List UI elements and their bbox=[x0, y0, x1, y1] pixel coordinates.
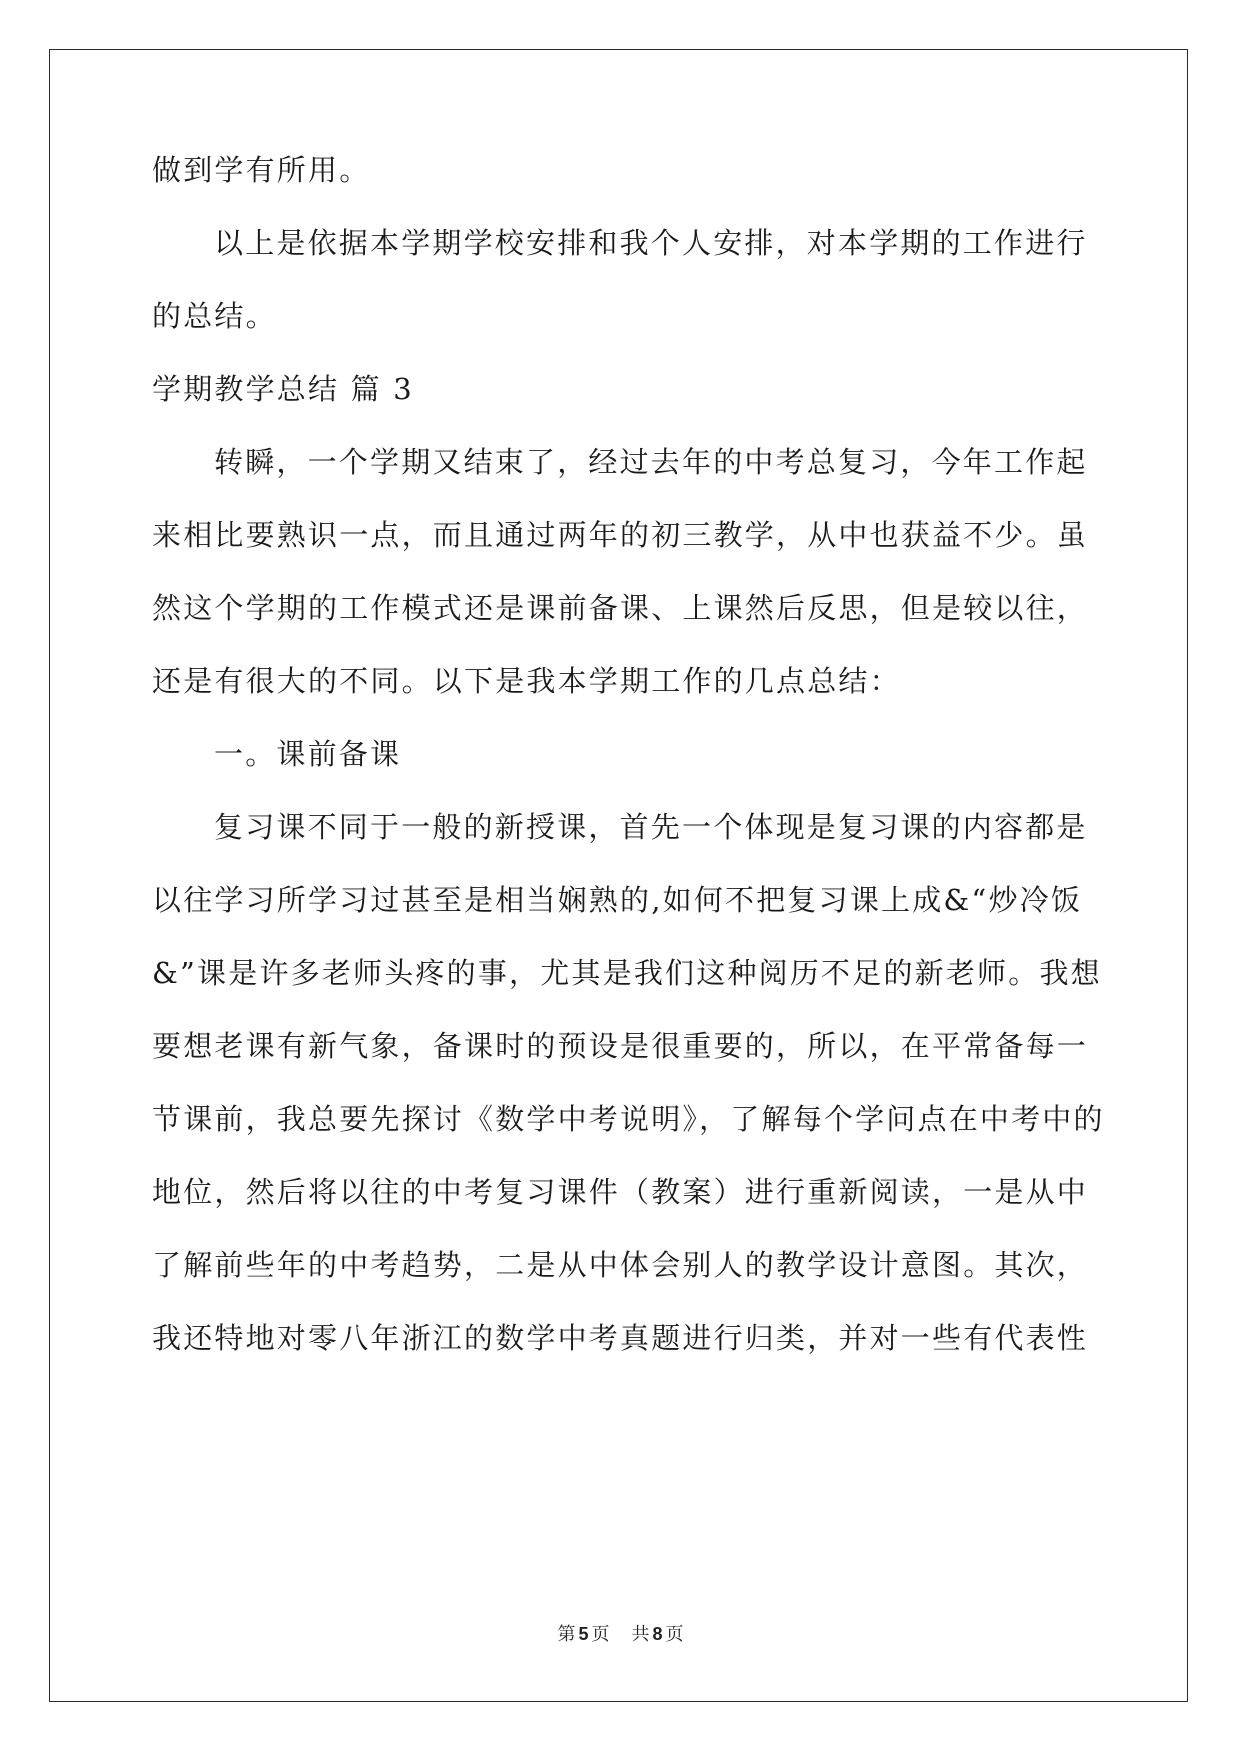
body-line-11: 以往学习所学习过甚至是相当娴熟的,如何不把复习课上成&“炒冷饭 bbox=[152, 883, 1083, 917]
body-line-6: 来相比要熟识一点，而且通过两年的初三教学，从中也获益不少。虽 bbox=[152, 518, 1089, 552]
body-line-16: 了解前些年的中考趋势，二是从中体会别人的教学设计意图。其次， bbox=[152, 1248, 1089, 1282]
subheading: 一。课前备课 bbox=[214, 737, 402, 771]
page-border bbox=[49, 49, 1188, 1702]
body-line-3: 的总结。 bbox=[152, 299, 277, 333]
body-line-1: 做到学有所用。 bbox=[152, 153, 371, 187]
body-line-7: 然这个学期的工作模式还是课前备课、上课然后反思，但是较以往， bbox=[152, 591, 1089, 625]
section-heading: 学期教学总结 篇 3 bbox=[152, 372, 414, 406]
body-line-12: &”课是许多老师头疼的事，尤其是我们这种阅历不足的新老师。我想 bbox=[152, 956, 1102, 990]
body-line-5: 转瞬，一个学期又结束了，经过去年的中考总复习，今年工作起 bbox=[214, 445, 1088, 479]
body-line-2: 以上是依据本学期学校安排和我个人安排，对本学期的工作进行 bbox=[214, 226, 1088, 260]
page-footer bbox=[0, 1620, 1241, 1646]
body-line-13: 要想老课有新气象，备课时的预设是很重要的，所以，在平常备每一 bbox=[152, 1029, 1089, 1063]
footer-page-number: 5 bbox=[578, 1624, 589, 1644]
body-line-14: 节课前，我总要先探讨《数学中考说明》，了解每个学问点在中考中的 bbox=[152, 1102, 1105, 1136]
body-line-17: 我还特地对零八年浙江的数学中考真题进行归类，并对一些有代表性 bbox=[152, 1321, 1089, 1355]
footer-page-suffix: 页 bbox=[591, 1624, 610, 1645]
footer-total-suffix: 页 bbox=[665, 1624, 684, 1645]
body-line-8: 还是有很大的不同。以下是我本学期工作的几点总结： bbox=[152, 664, 901, 698]
footer-total-prefix: 共 bbox=[631, 1624, 650, 1645]
footer-prefix: 第 bbox=[557, 1624, 576, 1645]
body-line-15: 地位，然后将以往的中考复习课件（教案）进行重新阅读，一是从中 bbox=[152, 1175, 1089, 1209]
body-line-10: 复习课不同于一般的新授课，首先一个体现是复习课的内容都是 bbox=[214, 810, 1088, 844]
footer-total-pages: 8 bbox=[652, 1624, 663, 1644]
